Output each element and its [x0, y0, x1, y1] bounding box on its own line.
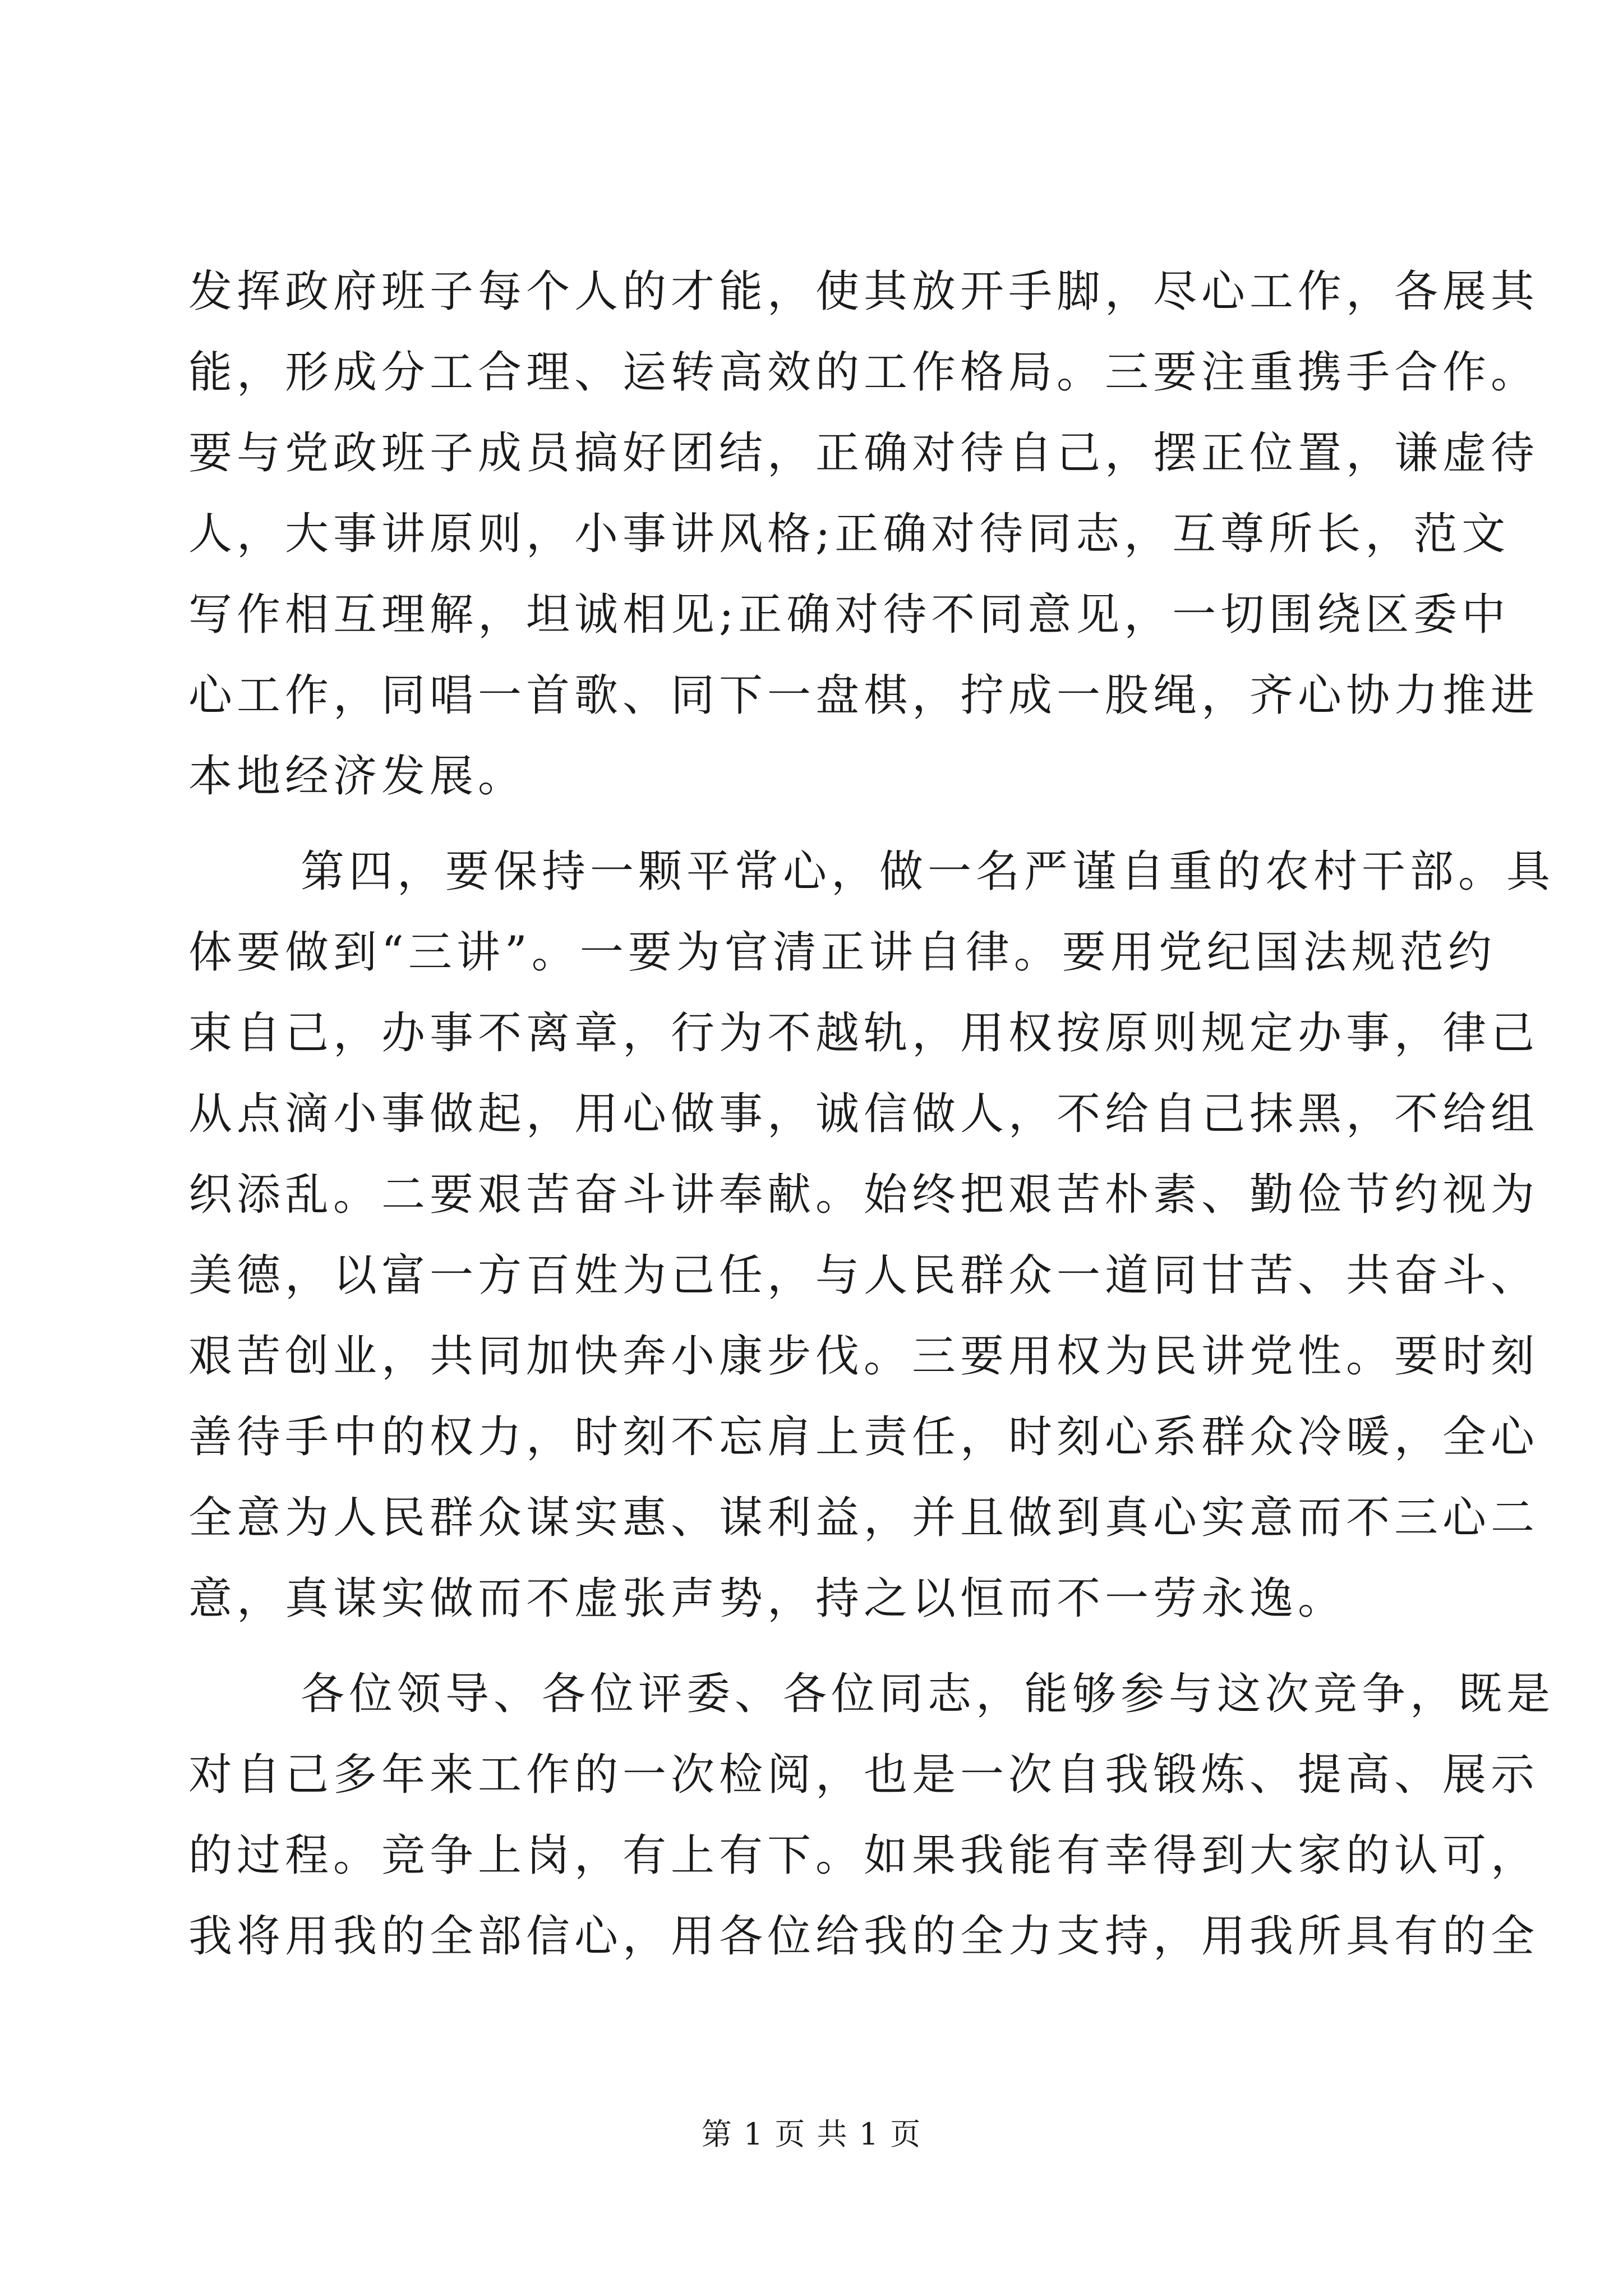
page-number: 第 1 页 共 1 页 [701, 2116, 922, 2152]
text-line: 的过程。竞争上岗，有上有下。如果我能有幸得到大家的认可， [188, 1830, 1539, 1881]
text-line: 本地经济发展。 [188, 751, 527, 802]
text-line: 善待手中的权力，时刻不忘肩上责任，时刻心系群众冷暖，全心 [188, 1412, 1539, 1462]
text-line: 美德，以富一方百姓为己任，与人民群众一道同甘苦、共奋斗、 [188, 1250, 1539, 1301]
text-line: 体要做到“三讲”。一要为官清正讲自律。要用党纪国法规范约 [188, 927, 1496, 978]
text-line: 能，形成分工合理、运转高效的工作格局。三要注重携手合作。 [188, 347, 1539, 398]
paragraph-first-line: 各位领导、各位评委、各位同志，能够参与这次竞争，既是 [301, 1669, 1555, 1719]
text-line: 发挥政府班子每个人的才能，使其放开手脚，尽心工作，各展其 [188, 266, 1539, 317]
text-line: 全意为人民群众谋实惠、谋利益，并且做到真心实意而不三心二 [188, 1493, 1539, 1543]
text-line: 束自己，办事不离章，行为不越轨，用权按原则规定办事，律己 [188, 1008, 1539, 1059]
text-line: 写作相互理解，坦诚相见;正确对待不同意见，一切围绕区委中 [188, 590, 1510, 640]
text-line: 对自己多年来工作的一次检阅，也是一次自我锻炼、提高、展示 [188, 1750, 1539, 1800]
text-line: 心工作，同唱一首歌、同下一盘棋，拧成一股绳，齐心协力推进 [188, 670, 1539, 721]
paragraph-first-line: 第四，要保持一颗平常心，做一名严谨自重的农村干部。具 [301, 846, 1555, 897]
text-line: 意，真谋实做而不虚张声势，持之以恒而不一劳永逸。 [188, 1573, 1347, 1624]
text-line: 我将用我的全部信心，用各位给我的全力支持，用我所具有的全 [188, 1911, 1539, 1962]
text-line: 人，大事讲原则，小事讲风格;正确对待同志，互尊所长，范文 [188, 509, 1510, 559]
text-line: 艰苦创业，共同加快奔小康步伐。三要用权为民讲党性。要时刻 [188, 1331, 1539, 1382]
text-line: 从点滴小事做起，用心做事，诚信做人，不给自己抹黑，不给组 [188, 1089, 1539, 1139]
text-line: 要与党政班子成员搞好团结，正确对待自己，摆正位置，谦虚待 [188, 428, 1539, 478]
text-line: 织添乱。二要艰苦奋斗讲奉献。始终把艰苦朴素、勤俭节约视为 [188, 1170, 1539, 1220]
